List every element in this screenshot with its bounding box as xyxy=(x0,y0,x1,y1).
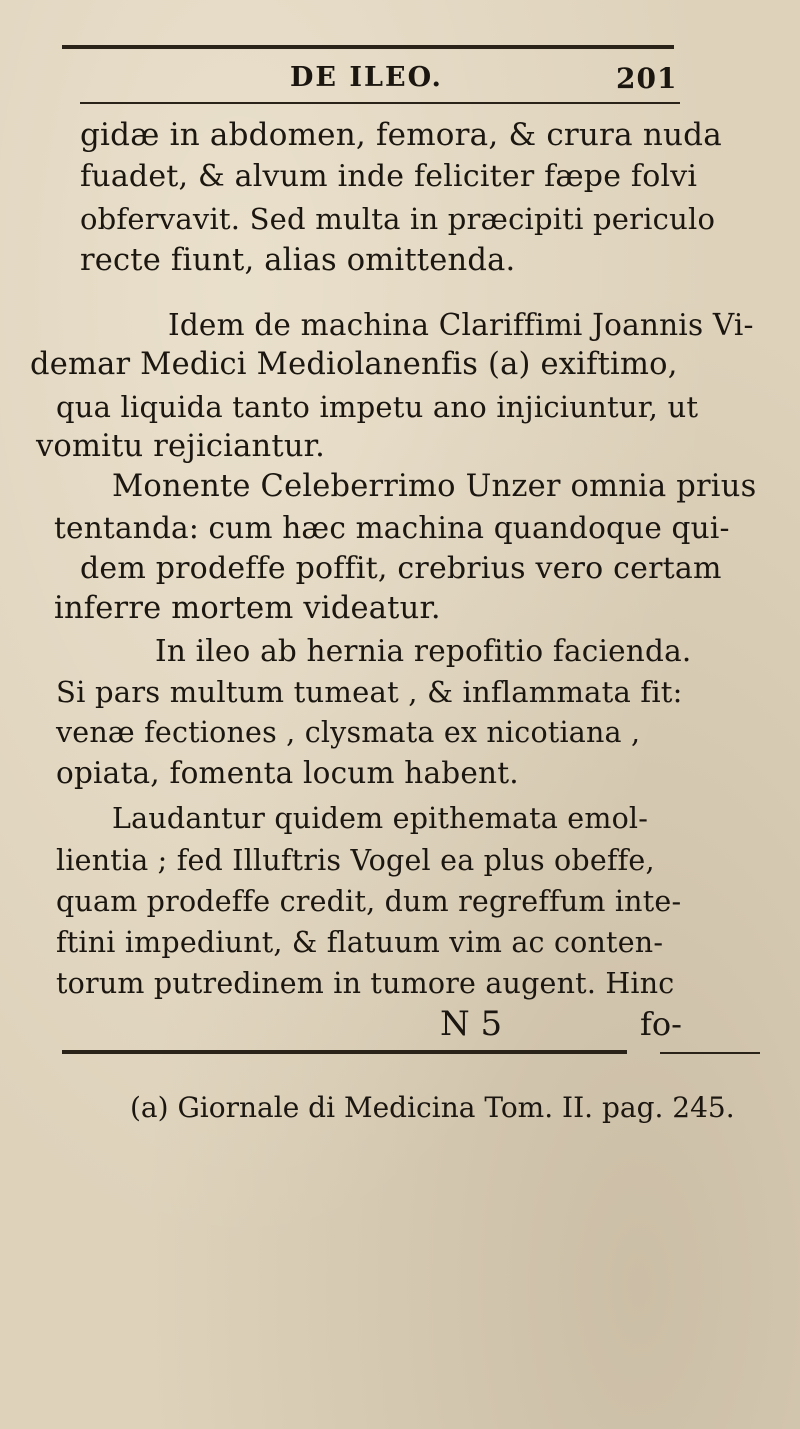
text-line: Si pars multum tumeat , & inflammata fit: xyxy=(56,675,683,709)
text-line: demar Medici Mediolanenfis (a) exiftimo, xyxy=(30,347,678,382)
text-line: venæ fectiones , clysmata ex nicotiana , xyxy=(56,716,641,749)
text-line: vomitu rejiciantur. xyxy=(36,429,325,464)
signature-mark: N 5 xyxy=(440,1004,503,1044)
text-line: ftini impediunt, & flatuum vim ac conten- xyxy=(56,926,664,959)
text-line: gidæ in abdomen, femora, & crura nuda xyxy=(80,117,722,153)
text-line: opiata, fomenta locum habent. xyxy=(56,756,519,790)
text-line: recte fiunt, alias omittenda. xyxy=(80,243,516,278)
text-line: Idem de machina Clariffimi Joannis Vi- xyxy=(168,308,754,342)
text-line: fuadet, & alvum inde feliciter fæpe folvi xyxy=(80,159,698,194)
footnote-rule-short xyxy=(660,1052,760,1054)
top-rule xyxy=(62,45,674,49)
text-line: lientia ; fed Illuftris Vogel ea plus obeffe, xyxy=(56,844,655,877)
footnote: (a) Giornale di Medicina Tom. II. pag. 245. xyxy=(130,1091,735,1124)
page-header xyxy=(0,62,800,98)
text-line: qua liquida tanto impetu ano injiciuntur, ut xyxy=(56,390,699,424)
text-line: tentanda: cum hæc machina quandoque qui- xyxy=(54,511,730,545)
catchword: fo- xyxy=(640,1005,682,1043)
text-line: inferre mortem videatur. xyxy=(54,591,441,626)
text-line: Laudantur quidem epithemata emol- xyxy=(112,802,649,835)
text-line: dem prodeffe poffit, crebrius vero certam xyxy=(80,551,722,586)
text-line: Monente Celeberrimo Unzer omnia prius xyxy=(112,469,757,504)
running-head: DE ILEO. xyxy=(290,62,443,93)
page-number: 201 xyxy=(616,62,678,95)
header-rule xyxy=(80,102,680,104)
text-line: torum putredinem in tumore augent. Hinc xyxy=(56,967,675,1000)
text-line: obfervavit. Sed multa in præcipiti periculo xyxy=(80,202,716,236)
footnote-rule xyxy=(62,1050,627,1054)
text-line: In ileo ab hernia repofitio facienda. xyxy=(155,634,692,668)
text-line: quam prodeffe credit, dum regreffum inte- xyxy=(56,885,682,918)
